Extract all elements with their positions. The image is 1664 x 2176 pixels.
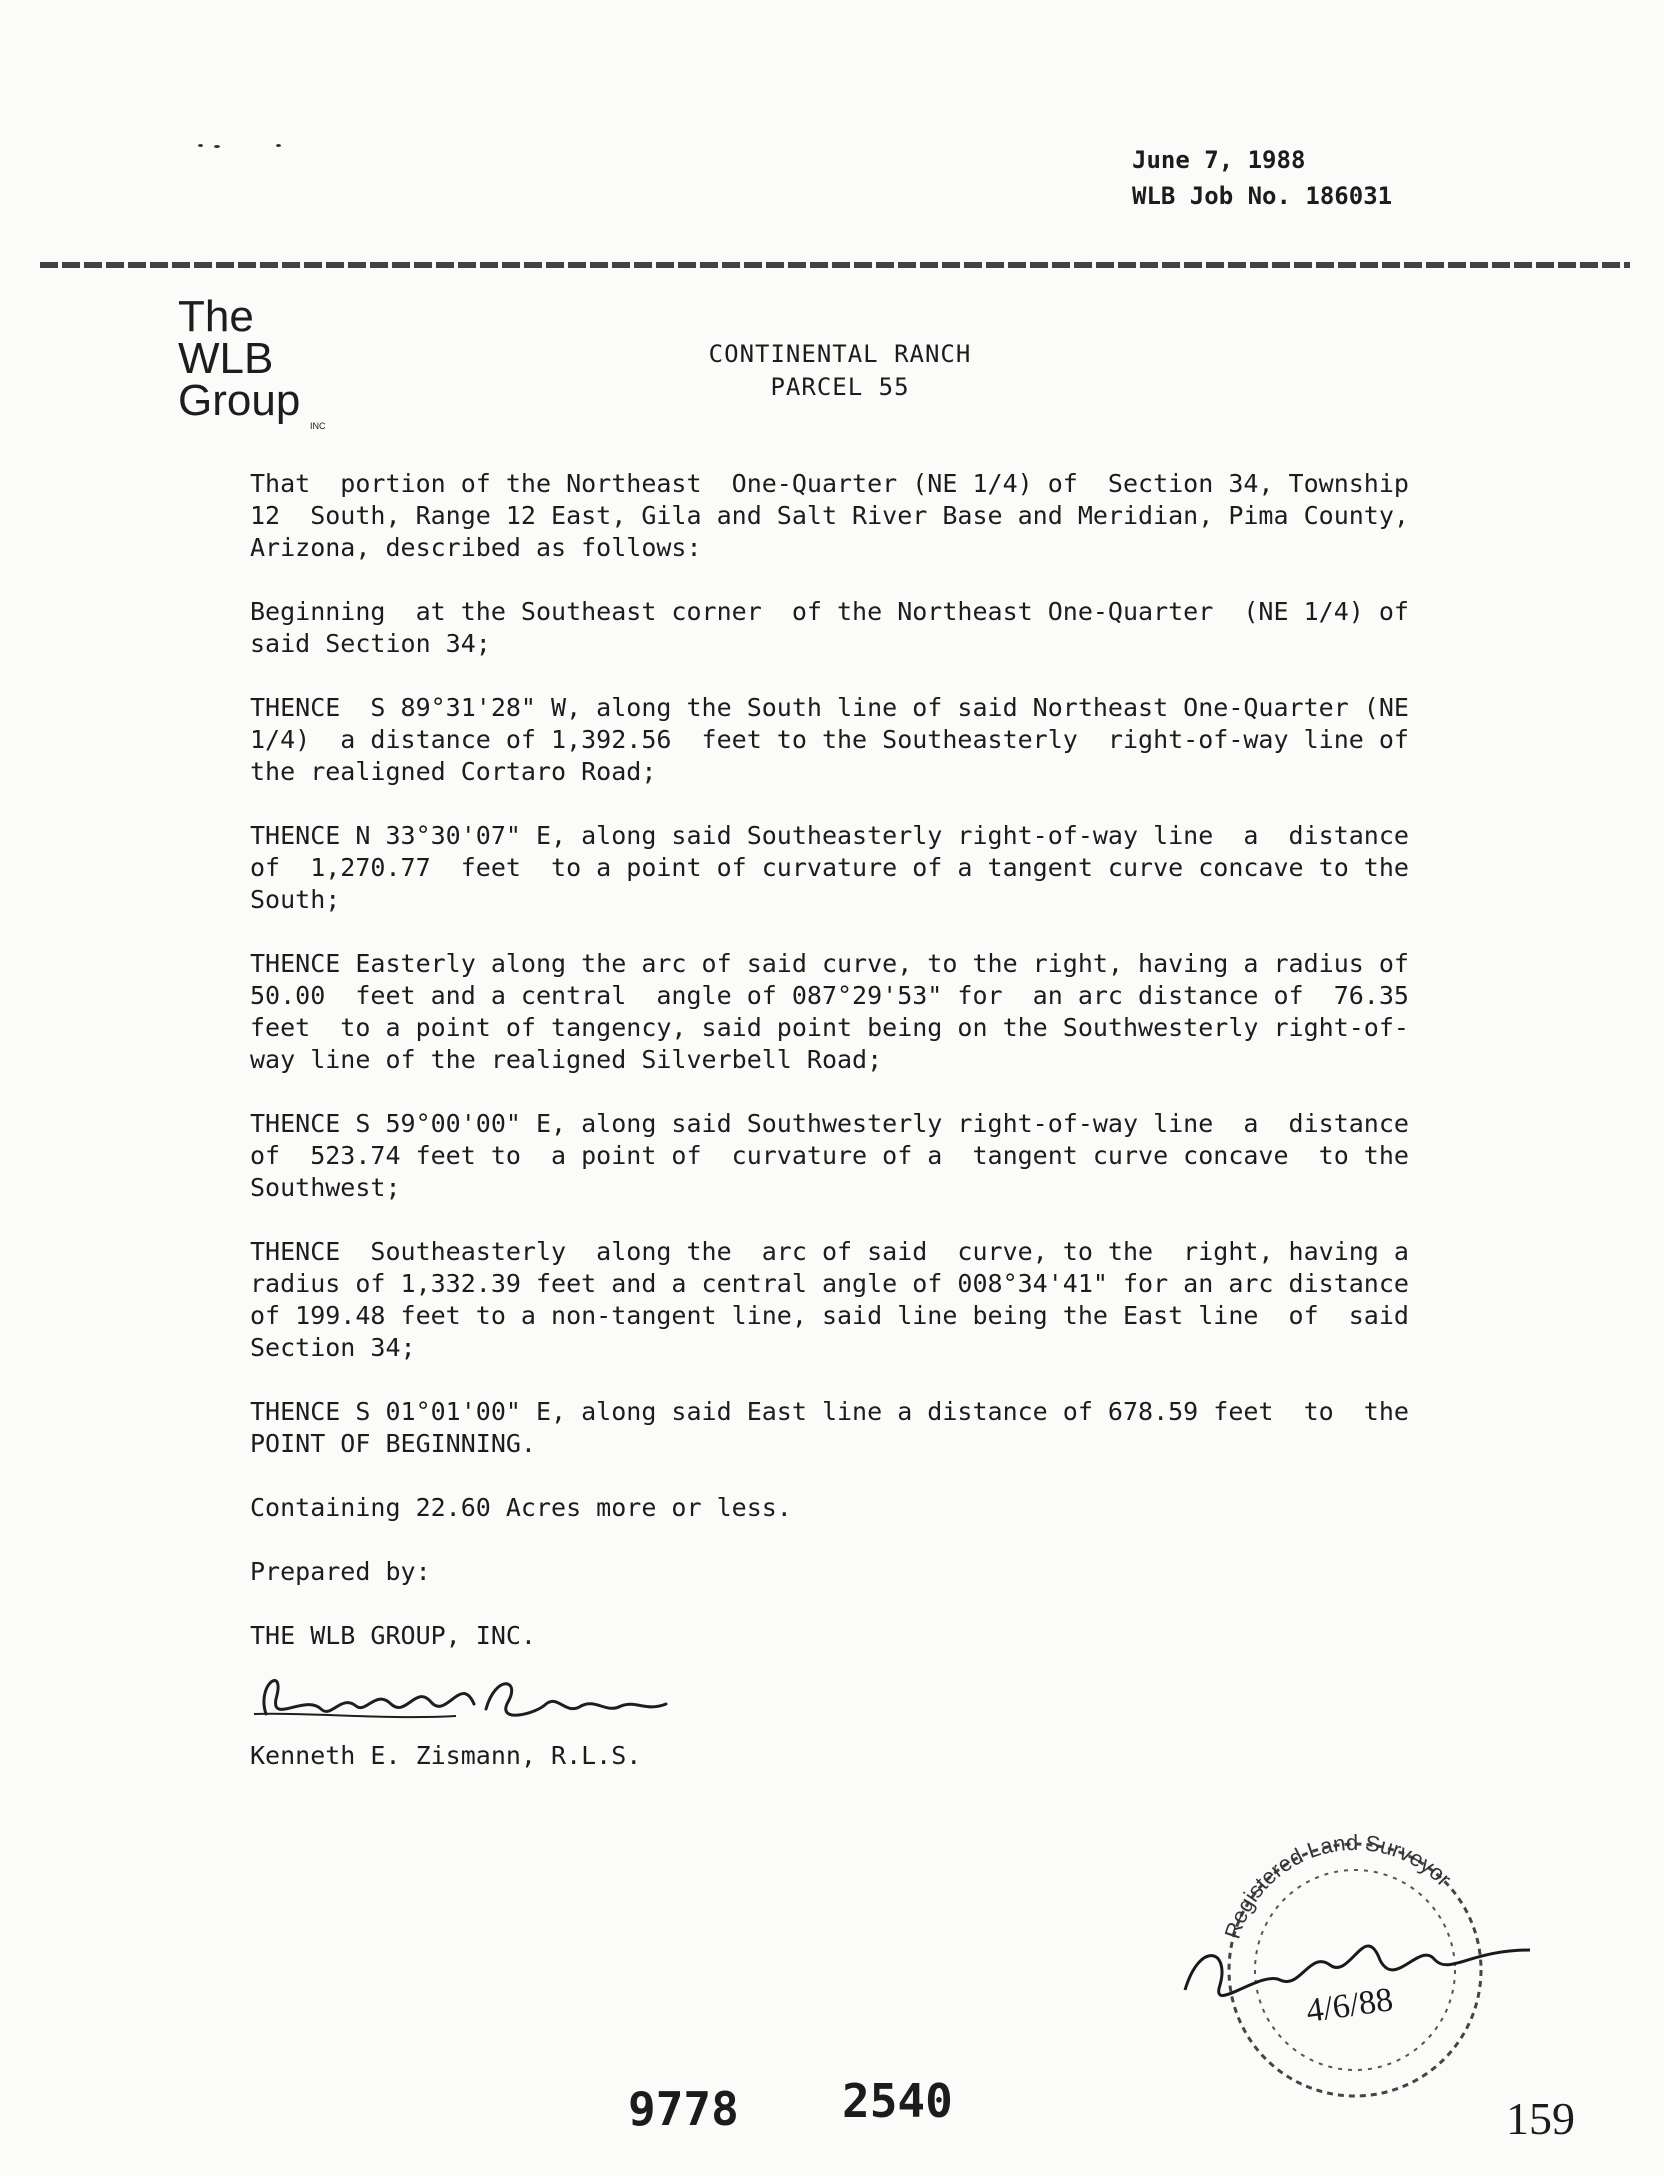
- page-number: 159: [1506, 2093, 1575, 2144]
- company-logo: [178, 292, 326, 431]
- paragraph-1: Beginning at the Southeast corner of the Northeast One-Quarter (NE 1/4) of said Section 34;: [250, 597, 1409, 658]
- footer-number-1: 9778: [628, 2082, 739, 2136]
- header-divider: [40, 262, 1630, 268]
- paragraph-4: THENCE Easterly along the arc of said curve, to the right, having a radius of 50.00 feet and a central angle of 087°29'53" for an arc distance of 76.35 feet to a point of tangency, said point being on the Southwesterly right-of- way line of the realigned Silverbell Road;: [250, 949, 1409, 1074]
- logo-line-2: WLB: [178, 334, 274, 383]
- prepared-by-label: Prepared by:: [250, 1557, 431, 1586]
- paragraph-2: THENCE S 89°31'28" W, along the South line of said Northeast One-Quarter (NE 1/4) a distance of 1,392.56 feet to the Southeasterly right-of-way line of the realigned Cortaro Road;: [250, 693, 1409, 786]
- title-line-2: PARCEL 55: [770, 373, 910, 401]
- document-date: June 7, 1988: [1132, 146, 1306, 174]
- paragraph-5: THENCE S 59°00'00" E, along said Southwesterly right-of-way line a distance of 523.74 feet to a point of curvature of a tangent curve concave to the Southwest;: [250, 1109, 1409, 1202]
- scan-speck: [276, 144, 281, 147]
- paragraph-8: Containing 22.60 Acres more or less.: [250, 1493, 792, 1522]
- seal-inner-ring: [1255, 1870, 1455, 2070]
- job-number: WLB Job No. 186031: [1132, 182, 1393, 210]
- seal-top-text: Registered Land Surveyor: [1219, 1829, 1457, 1942]
- paragraph-3: THENCE N 33°30'07" E, along said Southeasterly right-of-way line a distance of 1,270.77 feet to a point of curvature of a tangent curve concave to the South;: [250, 821, 1409, 914]
- logo-line-3: Group: [178, 376, 301, 425]
- footer-number-2: 2540: [842, 2074, 953, 2128]
- legal-description: [250, 468, 1530, 1804]
- document-title: [600, 338, 1080, 404]
- document-header: [1132, 142, 1392, 214]
- signer-name: Kenneth E. Zismann, R.L.S.: [250, 1741, 642, 1770]
- scan-speck: [214, 145, 220, 148]
- signature: [250, 1660, 1530, 1740]
- paragraph-6: THENCE Southeasterly along the arc of said curve, to the right, having a radius of 1,332.39 feet and a central angle of 008°34'41" for an arc distance of 199.48 feet to a non-tangent line, said line being the East line of said Section 34;: [250, 1237, 1409, 1362]
- scan-speck: [198, 144, 203, 147]
- company-name: THE WLB GROUP, INC.: [250, 1621, 536, 1650]
- seal-date: 4/6/88: [1303, 1981, 1396, 2030]
- paragraph-0: That portion of the Northeast One-Quarter (NE 1/4) of Section 34, Township 12 South, Range 12 East, Gila and Salt River Base and Meridian, Pima County, Arizona, described as follows:: [250, 469, 1409, 562]
- logo-inc: INC: [310, 421, 326, 431]
- logo-line-1: The: [178, 292, 254, 341]
- signature-icon: [246, 1654, 686, 1744]
- paragraph-7: THENCE S 01°01'00" E, along said East line a distance of 678.59 feet to the POINT OF BEGINNING.: [250, 1397, 1409, 1458]
- surveyor-seal: [1180, 1800, 1540, 2100]
- title-line-1: CONTINENTAL RANCH: [708, 340, 972, 368]
